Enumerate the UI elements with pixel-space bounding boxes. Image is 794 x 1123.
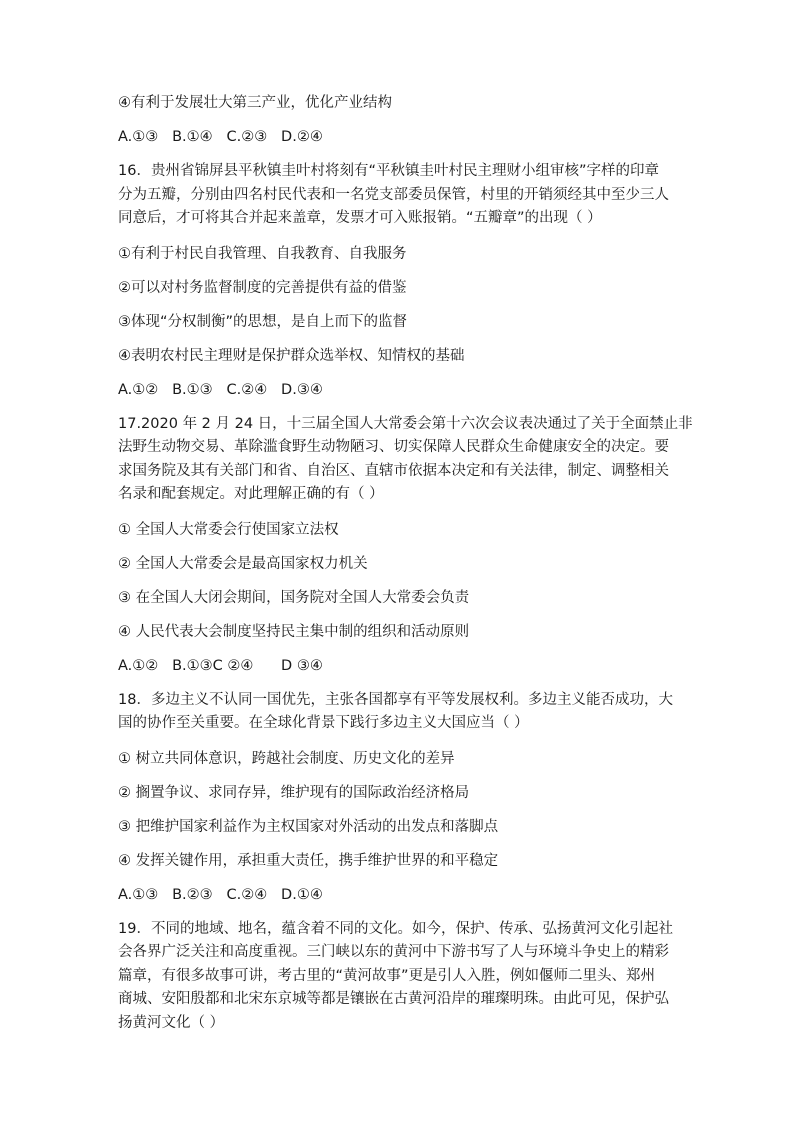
stem-line: 17.2020 年 2 月 24 日，十三届全国人大常委会第十六次会议表决通过了关于全面禁止非 [118, 415, 693, 432]
stem-line: 国的协作至关重要。在全球化背景下践行多边主义大国应当（ ） [118, 715, 529, 731]
stem-line: 名录和配套规定。对此理解正确的有（ ） [118, 486, 384, 502]
option-line: ① 树立共同体意识，跨越社会制度、历史文化的差异 [118, 750, 455, 767]
answer-choices: A.①② B.①③C ②④ D ③④ [118, 657, 323, 674]
option-line: ③ 把维护国家利益作为主权国家对外活动的出发点和落脚点 [118, 818, 499, 835]
option-line: ① 全国人大常委会行使国家立法权 [118, 521, 339, 538]
stem-line: 会各界广泛关注和高度重视。三门峡以东的黄河中下游书写了人与环境斗争史上的精彩 [118, 944, 669, 960]
stem-line: 18．多边主义不认同一国优先，主张各国都享有平等发展权利。多边主义能否成功，大 [118, 691, 673, 708]
option-line: ②可以对村务监督制度的完善提供有益的借鉴 [118, 279, 407, 296]
stem-line: 篇章，有很多故事可讲，考古里的“黄河故事”更是引人入胜，例如偃师二里头、郑州 [118, 967, 656, 984]
answer-choices: A.①③ B.②③ C.②④ D.①④ [118, 886, 323, 903]
option-line: ④有利于发展壮大第三产业，优化产业结构 [118, 95, 392, 111]
question-16-stem [118, 160, 678, 231]
question-19-stem [118, 918, 678, 1036]
option-line: ①有利于村民自我管理、自我教育、自我服务 [118, 245, 407, 262]
option-line: ④ 发挥关键作用，承担重大责任，携手维护世界的和平稳定 [118, 852, 499, 869]
option-line: ② 全国人大常委会是最高国家权力机关 [118, 555, 368, 572]
stem-line: 19．不同的地域、地名，蕴含着不同的文化。如今，保护、传承、弘扬黄河文化引起社 [118, 920, 673, 937]
answer-choices: A.①③ B.①④ C.②③ D.②④ [118, 129, 323, 145]
option-line: ② 搁置争议、求同存异，维护现有的国际政治经济格局 [118, 784, 470, 801]
stem-line: 分为五瓣，分别由四名村民代表和一名党支部委员保管，村里的开销须经其中至少三人 [118, 186, 669, 203]
stem-line: 商城、安阳殷都和北宋东京城等都是镶嵌在古黄河沿岸的璀璨明珠。由此可见，保护弘 [118, 991, 669, 1007]
answer-choices: A.①② B.①③ C.②④ D.③④ [118, 381, 323, 398]
question-18-stem [118, 689, 678, 736]
stem-line: 求国务院及其有关部门和省、自治区、直辖市依据本决定和有关法律，制定、调整相关 [118, 462, 669, 479]
document-page [118, 92, 693, 1047]
option-line: ④ 人民代表大会制度坚持民主集中制的组织和活动原则 [118, 623, 470, 640]
stem-line: 法野生动物交易、革除滥食野生动物陋习、切实保障人民群众生命健康安全的决定。要 [118, 439, 669, 455]
option-line: ③ 在全国人大闭会期间，国务院对全国人大常委会负责 [118, 589, 470, 606]
question-17-stem [118, 413, 693, 507]
stem-line: 16．贵州省锦屏县平秋镇圭叶村将刻有“平秋镇圭叶村民主理财小组审核”字样的印章 [118, 163, 659, 179]
stem-line: 同意后，才可将其合并起来盖章，发票才可入账报销。“五瓣章”的出现（ ） [118, 210, 602, 226]
option-line: ③体现“分权制衡”的思想，是自上而下的监督 [118, 313, 408, 330]
option-line: ④表明农村民主理财是保护群众选举权、知情权的基础 [118, 347, 465, 364]
stem-line: 扬黄河文化（ ） [118, 1014, 225, 1031]
